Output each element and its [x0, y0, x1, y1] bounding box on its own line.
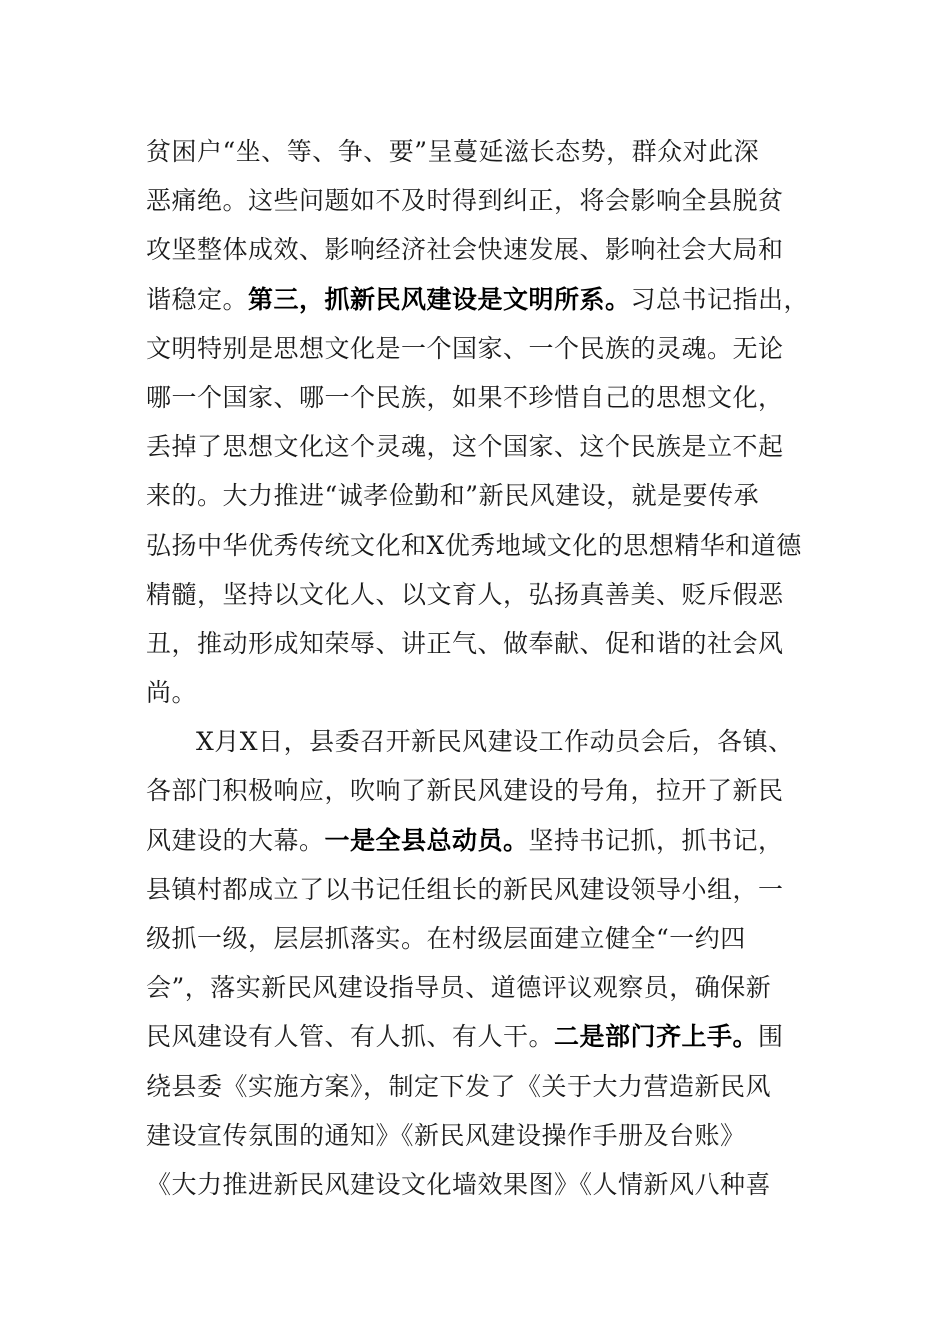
text-segment: 恶痛绝。这些问题如不及时得到纠正，将会影响全县脱贫 — [146, 186, 784, 216]
text-line — [146, 176, 816, 225]
text-line — [146, 1111, 816, 1160]
text-line — [146, 127, 816, 176]
text-segment: 各部门积极响应，吹响了新民风建设的号角，拉开了新民 — [146, 776, 784, 806]
text-line — [146, 471, 816, 520]
text-line — [146, 1012, 816, 1061]
text-line — [146, 225, 816, 274]
text-line — [146, 324, 816, 373]
text-line — [146, 275, 816, 324]
text-segment: 建设宣传氛围的通知》《新民风建设操作手册及台账》 — [146, 1120, 746, 1150]
text-line — [146, 1160, 816, 1209]
text-line — [146, 619, 816, 668]
text-segment: 尚。 — [146, 678, 198, 708]
text-line — [146, 1062, 816, 1111]
text-segment: 谐稳定。 — [146, 284, 249, 314]
text-segment: 《大力推进新民风建设文化墙效果图》《人情新风八种喜 — [146, 1169, 772, 1199]
text-segment: 坚持书记抓，抓书记， — [528, 825, 784, 855]
text-line — [146, 766, 816, 815]
text-segment: 文明特别是思想文化是一个国家、一个民族的灵魂。无论 — [146, 333, 784, 363]
text-segment: 来的。大力推进“诚孝俭勤和”新民风建设，就是要传承 — [146, 481, 760, 511]
text-segment: 精髓，坚持以文化人、以文育人，弘扬真善美、贬斥假恶 — [146, 579, 784, 609]
text-segment: 贫困户“坐、等、争、要”呈蔓延滋长态势，群众对此深 — [146, 137, 760, 166]
text-segment: 级抓一级，层层抓落实。在村级层面建立健全“一约四 — [146, 924, 746, 953]
text-line — [146, 914, 816, 963]
bold-heading-text: 一是全县总动员。 — [324, 825, 529, 855]
text-segment: 弘扬中华优秀传统文化和X优秀地域文化的思想精华和道德 — [146, 530, 802, 560]
text-segment: 绕县委《实施方案》，制定下发了《关于大力营造新民风 — [146, 1071, 772, 1101]
text-line — [146, 865, 816, 914]
text-segment: 县镇村都成立了以书记任组长的新民风建设领导小组，一 — [146, 874, 784, 904]
text-segment: 攻坚整体成效、影响经济社会快速发展、影响社会大局和 — [146, 235, 784, 265]
text-line — [146, 717, 816, 766]
text-segment: X月X日，县委召开新民风建设工作动员会后，各镇、 — [196, 727, 794, 757]
text-line — [146, 570, 816, 619]
text-line — [146, 521, 816, 570]
text-line — [146, 422, 816, 471]
text-segment: 民风建设有人管、有人抓、有人干。 — [146, 1022, 555, 1052]
text-segment: 风建设的大幕。 — [146, 825, 325, 855]
text-segment: 丢掉了思想文化这个灵魂，这个国家、这个民族是立不起 — [146, 432, 784, 462]
text-segment: 哪一个国家、哪一个民族，如果不珍惜自己的思想文化， — [146, 382, 784, 412]
bold-heading-text: 第三，抓新民风建设是文明所系。 — [248, 284, 631, 314]
body-text — [146, 127, 816, 1209]
text-line — [146, 373, 816, 422]
text-segment: 习总书记指出， — [630, 284, 810, 314]
text-line — [146, 816, 816, 865]
text-segment: 会”，落实新民风建设指导员、道德评议观察员，确保新 — [146, 973, 772, 1003]
text-line — [146, 668, 816, 717]
bold-heading-text: 二是部门齐上手。 — [554, 1022, 759, 1052]
text-segment: 围 — [758, 1022, 784, 1052]
text-segment: 丑，推动形成知荣辱、讲正气、做奉献、促和谐的社会风 — [146, 628, 784, 658]
text-line — [146, 963, 816, 1012]
